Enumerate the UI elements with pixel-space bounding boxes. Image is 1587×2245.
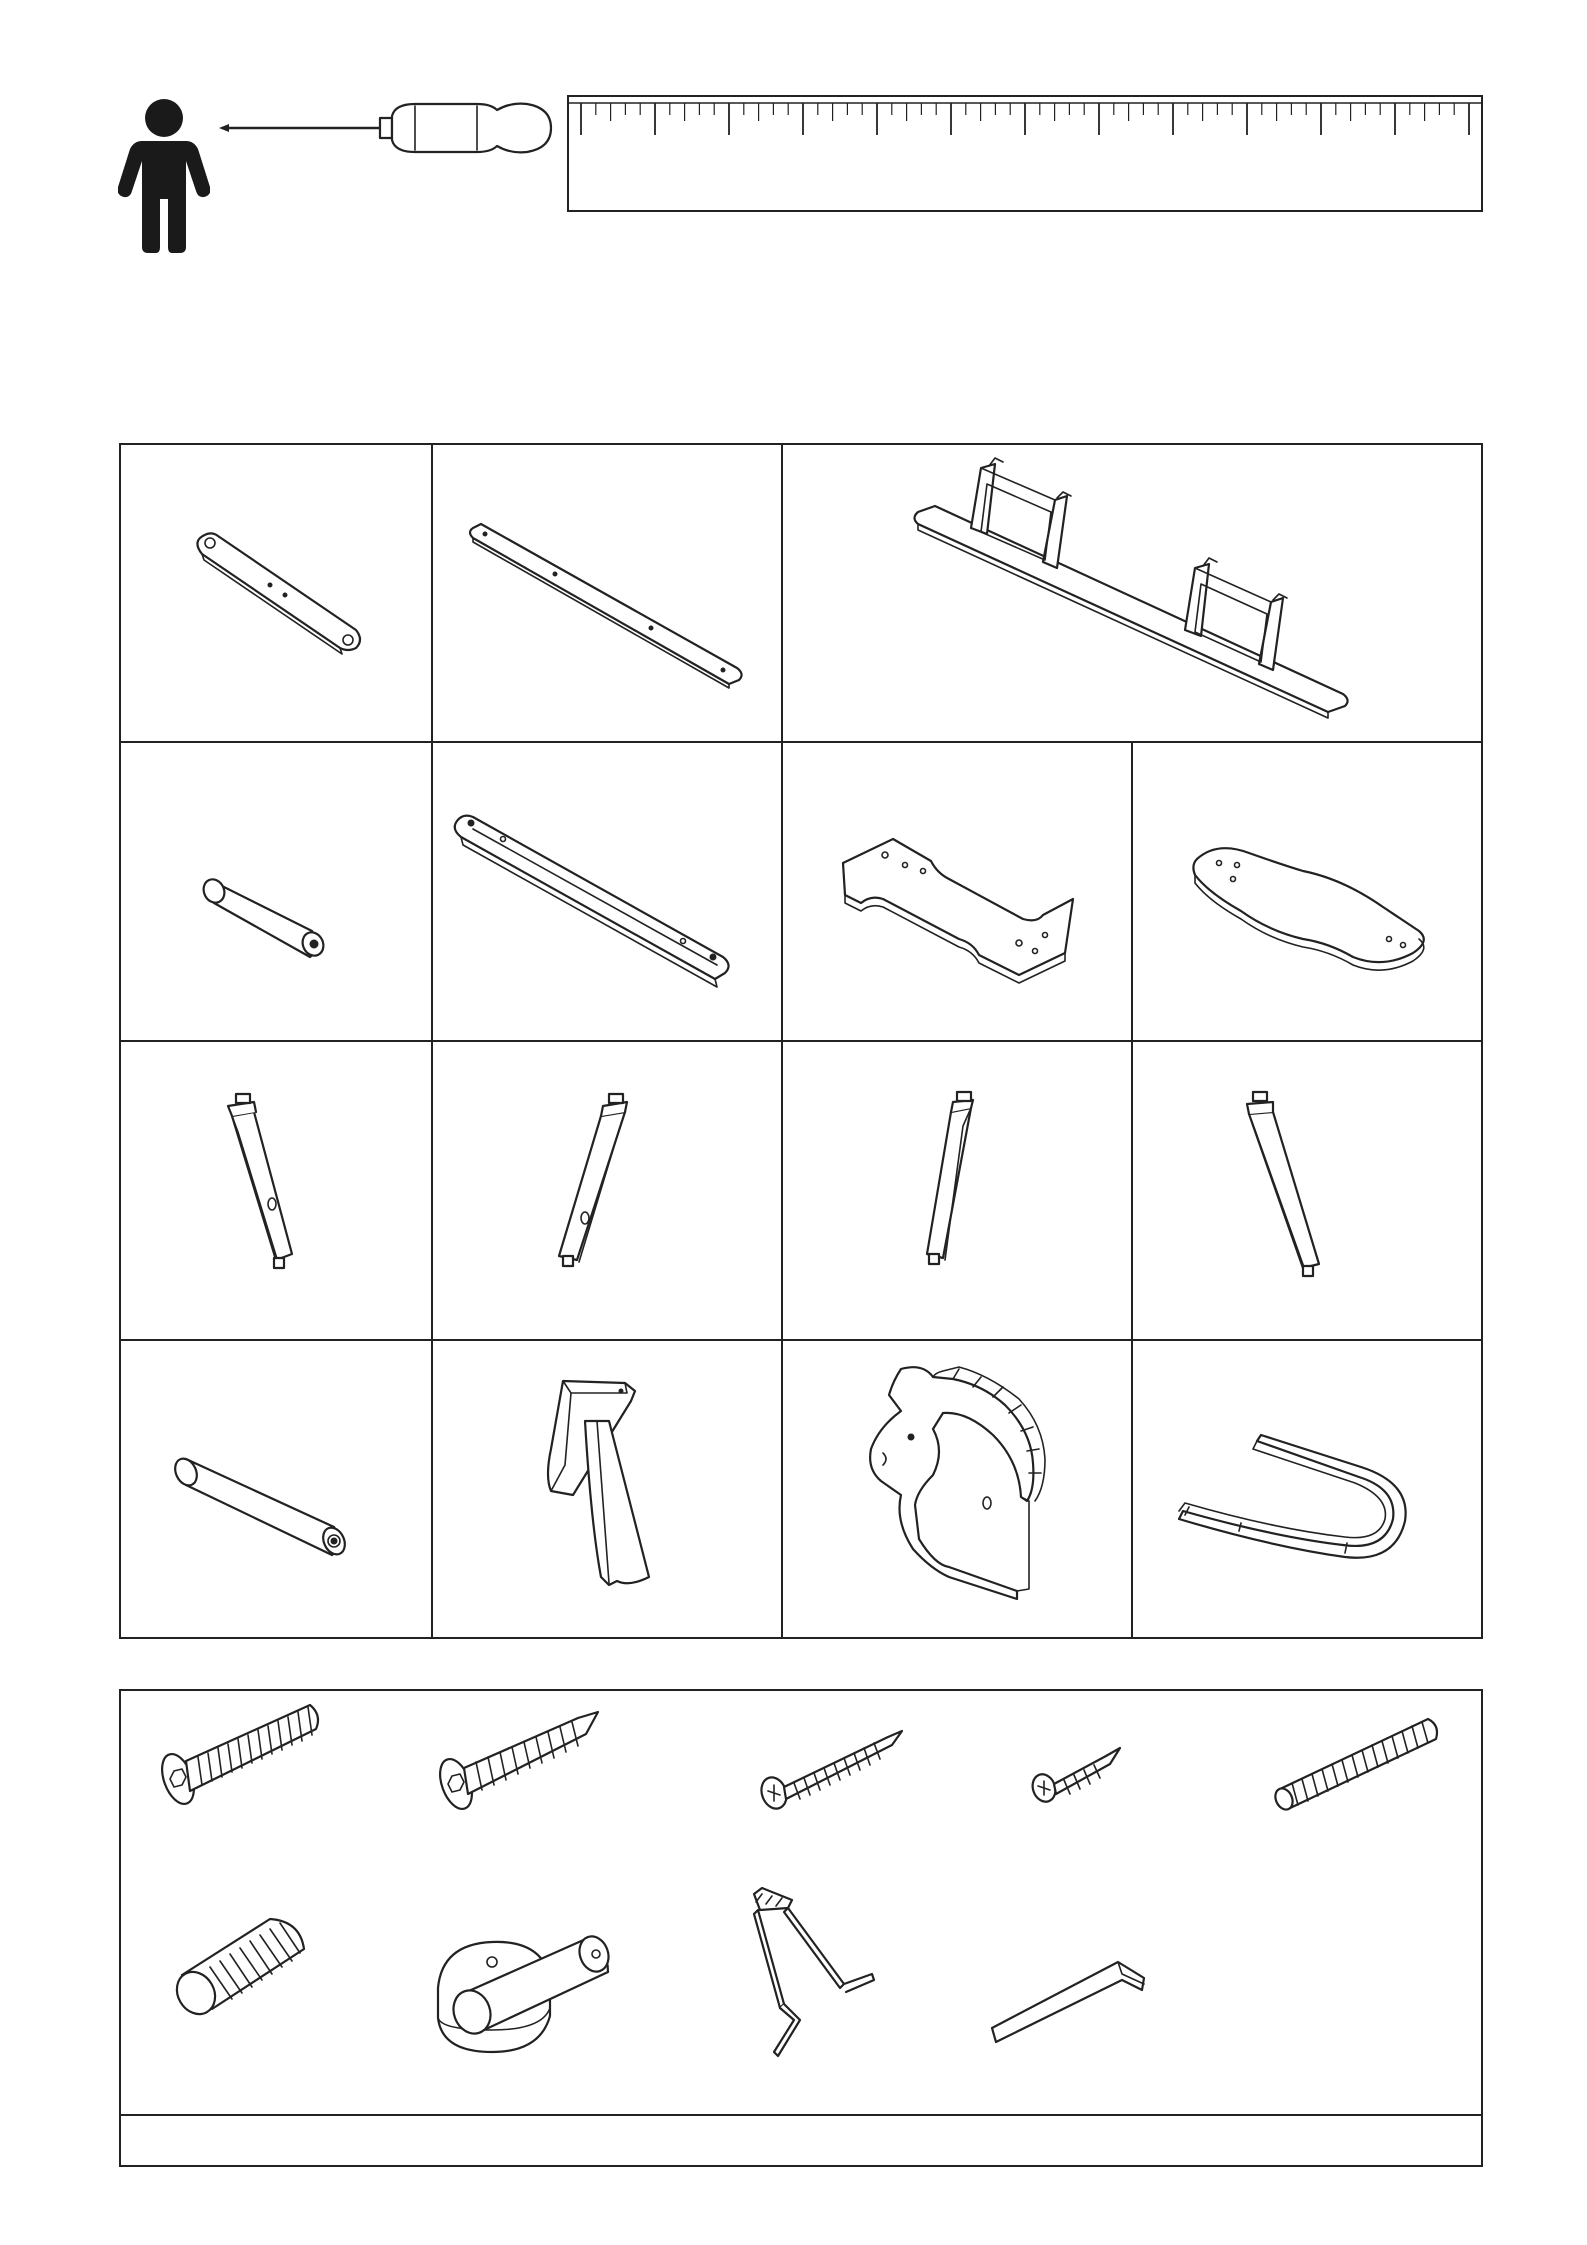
threaded-rod-icon — [1268, 1707, 1448, 1827]
allen-key-icon — [986, 1950, 1166, 2050]
wood-screw-long-icon — [750, 1715, 910, 1825]
hex-screw-icon — [428, 1700, 608, 1830]
part-leg-a — [120, 1042, 432, 1340]
part-long-rail — [433, 743, 782, 1041]
wire-bracket-icon — [740, 1880, 900, 2060]
seat-board-icon — [1133, 743, 1482, 1041]
long-rail-icon — [433, 743, 782, 1041]
part-dowel-tube — [120, 743, 432, 1041]
person-icon — [118, 95, 210, 255]
part-shaped-plate — [783, 743, 1132, 1041]
part-leg-c — [783, 1042, 1132, 1340]
part-handle-tube — [120, 1341, 432, 1639]
cam-connector-icon — [432, 1918, 622, 2068]
short-bar-icon — [120, 444, 432, 742]
rocker-base-icon — [783, 444, 1482, 742]
ruler-icon — [567, 95, 1483, 213]
shaped-plate-icon — [783, 743, 1132, 1041]
horse-head-icon — [783, 1341, 1132, 1639]
part-rocker-base — [783, 444, 1482, 742]
part-footrest-loop — [1133, 1341, 1482, 1639]
leg-b-icon — [433, 1042, 782, 1340]
handle-tube-icon — [120, 1341, 432, 1639]
part-leg-d — [1133, 1042, 1482, 1340]
screwdriver-icon — [215, 98, 555, 158]
dowel-tube-icon — [120, 743, 432, 1041]
part-leg-b — [433, 1042, 782, 1340]
part-short-bar — [120, 444, 432, 742]
tail-panel-icon — [433, 1341, 782, 1639]
part-long-slat — [433, 444, 782, 742]
hex-bolt-icon — [150, 1695, 330, 1825]
wood-dowel-icon — [170, 1905, 320, 2035]
leg-a-icon — [120, 1042, 432, 1340]
leg-c-icon — [783, 1042, 1132, 1340]
wood-screw-short-icon — [1024, 1726, 1124, 1816]
part-seat-board — [1133, 743, 1482, 1041]
leg-d-icon — [1133, 1042, 1482, 1340]
part-tail-panel — [433, 1341, 782, 1639]
part-horse-head — [783, 1341, 1132, 1639]
long-slat-icon — [433, 444, 782, 742]
footrest-loop-icon — [1133, 1341, 1482, 1639]
